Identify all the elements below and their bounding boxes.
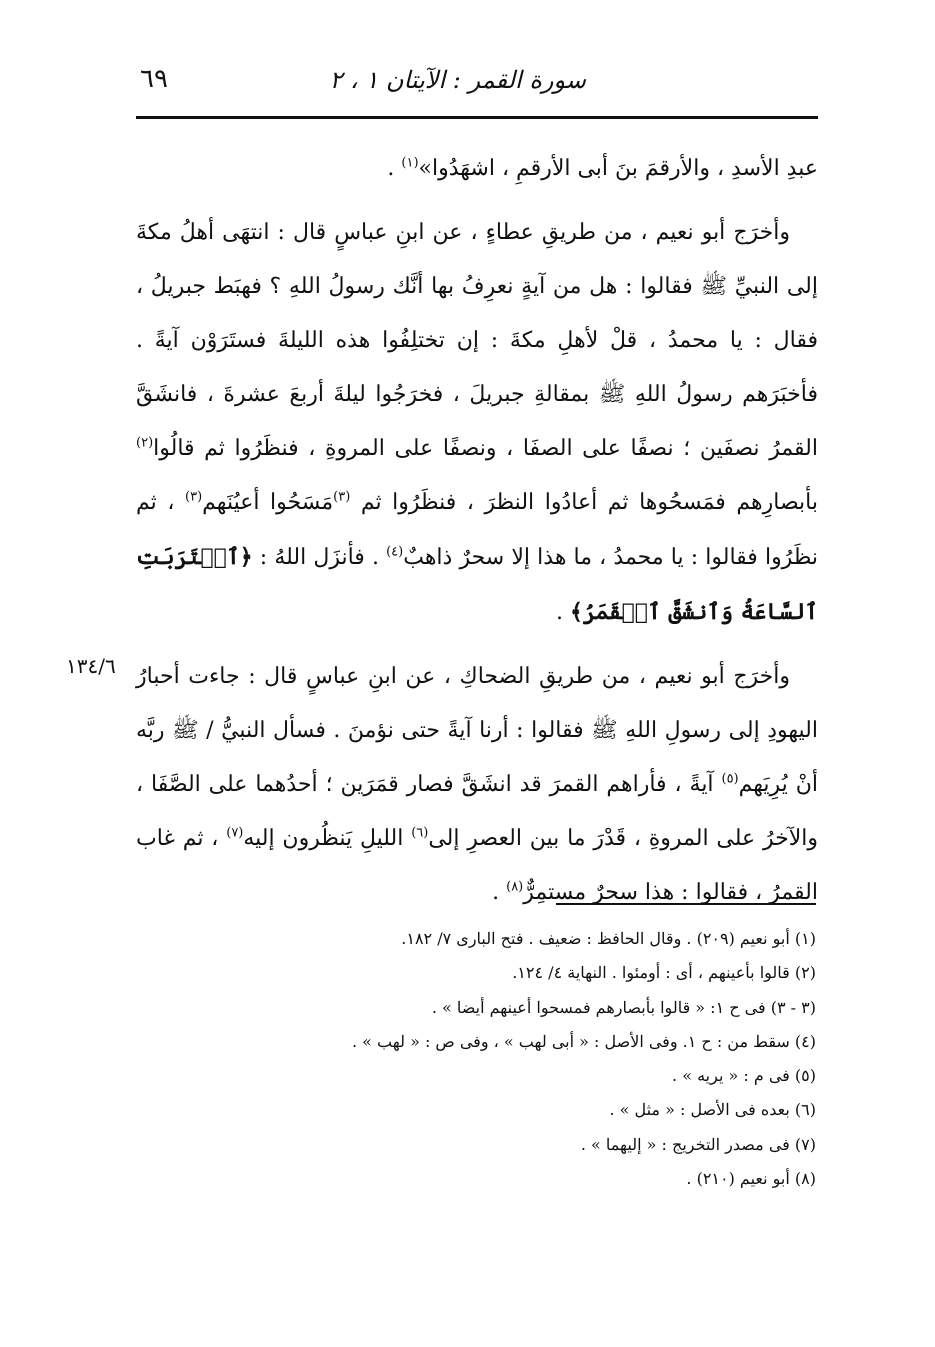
paragraph-text: وأخرَج أبو نعيم ، من طريقِ الضحاكِ ، عن ابنِ عباسٍ قال : جاءت أحبارُ اليهودِ إلى رسولِ اللهِ ﷺ فقالوا : أرنا آيةً حتى نؤمنَ . فسأل النبيُّ / ﷺ ربَّه أنْ يُرِيَهم — [136, 664, 818, 797]
paragraph-text: ، ثم غاب القمرُ ، فقالوا : هذا سحرٌ مستمِرٌّ — [136, 826, 818, 905]
footnote-separator — [556, 903, 816, 905]
margin-volume-reference: ١٣٤/٦ — [66, 654, 116, 678]
footnote-item: (٢) قالوا بأعينهم ، أى : أومئوا . النهاية ٤/ ١٢٤. — [512, 963, 816, 983]
paragraph-text: بأبصارِهم فمَسحُوها ثم أعادُوا النظرَ ، فنظَرُوا ثم — [350, 490, 818, 515]
footnote-marker: (٣) — [185, 489, 203, 505]
footnote-marker: (٨) — [506, 879, 524, 895]
footnote-item: (١) أبو نعيم (٢٠٩) . وقال الحافظ : ضعيف . فتح البارى ٧/ ١٨٢. — [401, 929, 816, 948]
footnote-item: (٤) سقط من : ح ١. وفى الأصل : « أبى لهب » ، وفى ص : « لهب » . — [351, 1031, 816, 1051]
paragraph-text: آيةً ، فأراهم القمرَ قد انشَقَّ فصار قمَرَين ؛ أحدُهما على الصَّفَا ، والآخرُ على المروةِ ، قَدْرَ ما بين العصرِ إلى — [136, 772, 819, 851]
paragraph-text: وأخرَج أبو نعيم ، من طريقِ عطاءٍ ، عن ابنِ عباسٍ قال : انتهَى أهلُ مكةَ إلى النبيِّ ﷺ فقالوا : هل من آيةٍ نعرِفُ بها أنَّك رسولُ اللهِ ؟ فهبَط جبريلُ ، فقال : يا محمدُ ، قلْ لأهلِ مكةَ : إن تختلِفُوا هذه الليلةَ فستَرَوْن آيةً . فأخبَرَهم رسولُ اللهِ ﷺ بمقالةِ جبريلَ ، فخرَجُوا ليلةَ أربعَ عشرةَ ، فانشَقَّ القمرُ نصفَين ؛ نصفًا على الصفَا ، ونصفًا على المروةِ ، فنظَرُوا ثم قالُوا — [136, 220, 818, 461]
paragraph-text: . — [492, 880, 507, 905]
footnote-marker: (٦) — [411, 825, 429, 841]
quran-verse: ﴿ٱقۡتَرَبَتِ ٱلسَّاعَةُ وَٱنشَقَّ ٱلۡقَمَرُ﴾ — [136, 544, 818, 625]
footnotes-list — [300, 922, 816, 1196]
footnote-item: (٣ - ٣) فى ح ١: « قالوا بأبصارهم فمسحوا أعينهم أيضا » . — [431, 997, 816, 1017]
paragraph-3 — [136, 650, 818, 920]
running-title: سورة القمر : الآيتان ١ ، ٢ — [329, 66, 586, 94]
footnote-marker: (١) — [401, 155, 419, 171]
paragraph-text: . — [387, 156, 402, 181]
footnote-item: (٨) أبو نعيم (٢١٠) . — [686, 1169, 816, 1189]
paragraph-text: . فأنزَل اللهُ : — [252, 545, 387, 570]
footnote-marker: (٢) — [136, 435, 154, 451]
paragraph-text: عبدِ الأسدِ ، والأرقمَ بنَ أبى الأرقمِ ، اشهَدُوا» — [418, 156, 818, 181]
page-header — [136, 62, 816, 110]
footnote-item: (٥) فى م : « يريه » . — [672, 1066, 816, 1086]
footnote-marker: (٥) — [721, 771, 739, 787]
page-number: ٦٩ — [140, 64, 168, 94]
footnote-item: (٧) فى مصدر التخريج : « إليهما » . — [580, 1134, 816, 1154]
paragraph-text: مَسَحُوا أعيُنَهم — [202, 490, 334, 515]
footnote-marker: (٤) — [386, 544, 404, 560]
header-rule — [136, 116, 818, 119]
paragraph-text: ، ثم نظَرُوا فقالوا : يا محمدُ ، ما هذا إلا سحرٌ ذاهبٌ — [136, 490, 818, 570]
main-text — [136, 142, 818, 920]
paragraph-2 — [136, 206, 818, 640]
footnote-item: (٦) بعده فى الأصل : « مثل » . — [609, 1100, 816, 1120]
footnote-marker: (٣) — [333, 489, 351, 505]
paragraph-1 — [136, 142, 818, 196]
footnote-marker: (٧) — [226, 825, 244, 841]
paragraph-text: الليلِ يَنظُرون إليه — [243, 826, 412, 851]
paragraph-text: . — [556, 600, 571, 625]
